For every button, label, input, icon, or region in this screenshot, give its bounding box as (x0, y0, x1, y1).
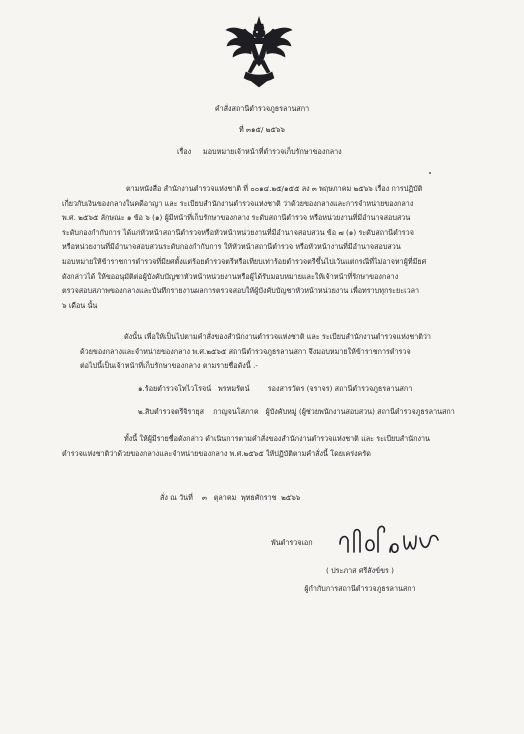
paragraph-line: พ.ศ. ๒๕๖๕ ลักษณะ ๑ ข้อ ๖ (๑) ผู้มีหน้าที่เก็บรักษาของกลาง ระดับสถานีตำรวจ หรือหน่วยงานที่มีอำนาจสอบสวน (62, 213, 411, 223)
paragraph-line: ๖ เดือน นั้น (62, 300, 98, 310)
paragraph-3 (62, 432, 462, 461)
paragraph-line: ระดับกองกำกับการ ได้แก่หัวหน้าสถานีตำรวจหรือหัวหน้าหน่วยงานที่มีอำนาจสอบสวน ข้อ ๗ (๑) ระดับสถานีตำรวจ (62, 227, 414, 237)
subject: มอบหมายเจ้าหน้าที่ตำรวจเก็บรักษาของกลาง (203, 147, 342, 156)
paragraph-line: ด้วยของกลางและจำหน่ายของกลาง พ.ศ.๒๕๖๕ สถานีตำรวจภูธรลานสกา จึงมอบหมายให้ข้าราชการตำรวจ (80, 346, 411, 356)
paragraph-1 (62, 182, 462, 313)
order-title: คำสั่งสถานีตำรวจภูธรลานสกา (214, 104, 310, 113)
garuda-emblem-icon (224, 16, 294, 88)
paragraph-line: ตำรวจแห่งชาติว่าด้วยของกลางและจำหน่ายของกลาง พ.ศ.๒๕๖๕ ให้ปฏิบัติตามคำสั่งนี้ โดยเคร่งครัด (62, 448, 371, 458)
officer-2: ๒.สิบตำรวจตรีจิรายุส กาญจนโสภาค ผู้บังคับหมู่ (ผู้ช่วยพนักงานสอบสวน) สถานีตำรวจภูธรลานสกา (138, 407, 455, 416)
signer-position: ผู้กำกับการสถานีตำรวจภูธรลานสกา (304, 584, 416, 593)
officer-1: ๑.ร้อยตำรวจโทไวโรจน์ พรหมรัตน์ รองสารวัตร (จราจร) สถานีตำรวจภูธรลานสกา (138, 384, 413, 393)
signer-rank: พันตำรวจเอก (271, 538, 313, 547)
paragraph-line: ดังนั้น เพื่อให้เป็นไปตามคำสั่งของสำนักงานตำรวจแห่งชาติ และ ระเบียบสำนักงานตำรวจแห่งชาติว่า (124, 332, 431, 341)
paragraph-line: มอบหมายให้ข้าราชการตำรวจที่มียศตั้งแต่ร้อยตำรวจตรีหรือเทียบเท่าร้อยตำรวจตรีขึ้นไปเว้นแต่กรณีที่ไม่อาจหาผู้ที่มียศ (62, 256, 427, 266)
speck (429, 172, 431, 174)
order-number: ที่ ๓๑๕/ ๒๕๖๖ (239, 125, 285, 134)
paragraph-line: เกี่ยวกับเงินของกลางในคดีอาญา และ ระเบียบสำนักงานตำรวจแห่งชาติ ว่าด้วยของกลางและการจำหน่ายของกลาง (62, 198, 414, 208)
paragraph-2 (62, 330, 462, 374)
paragraph-line: หรือหน่วยงานที่มีอำนาจสอบสวนระดับกองกำกับการ ให้หัวหน้าสถานีตำรวจ หรือหัวหน้างานที่มีอำนาจสอบสวน (62, 242, 401, 252)
subject-prefix: เรื่อง (177, 147, 192, 156)
signer-name: ( ประภาส ศรีสังข์ขร ) (326, 566, 394, 575)
paragraph-line: ทั้งนี้ ให้ผู้มีรายชื่อดังกล่าว ดำเนินการตามคำสั่งของสำนักงานตำรวจแห่งชาติ และ ระเบียบสำนักงาน (124, 434, 430, 443)
paragraph-line: ตามหนังสือ สำนักงานตำรวจแห่งชาติ ที่ ๐๐๑๔.๒๕/๑๕๕ ลง ๓ พฤษภาคม ๒๕๖๖ เรื่อง การปฏิบัติ (126, 184, 423, 193)
paragraph-line: ต่อไปนี้เป็นเจ้าหน้าที่เก็บรักษาของกลาง ตามรายชื่อดังนี้ .- (80, 361, 258, 371)
paragraph-line: ตรวจสอบสภาพของกลางและบันทึกรายงานผลการตรวจสอบให้ผู้บังคับบัญชาหัวหน้าหน่วยงาน เพื่อทราบทุกระยะเวลา (62, 286, 420, 296)
paragraph-line: ดังกล่าวได้ ให้ขออนุมัติต่อผู้บังคับบัญชาหัวหน้าหน่วยงานหรือผู้ได้รับมอบหมายและให้เจ้าหน้าที่รักษาของกลาง (62, 271, 399, 281)
order-date: สั่ง ณ วันที่ ๓ ตุลาคม พุทธศักราช ๒๕๖๖ (160, 493, 301, 502)
handwritten-signature (334, 522, 444, 556)
